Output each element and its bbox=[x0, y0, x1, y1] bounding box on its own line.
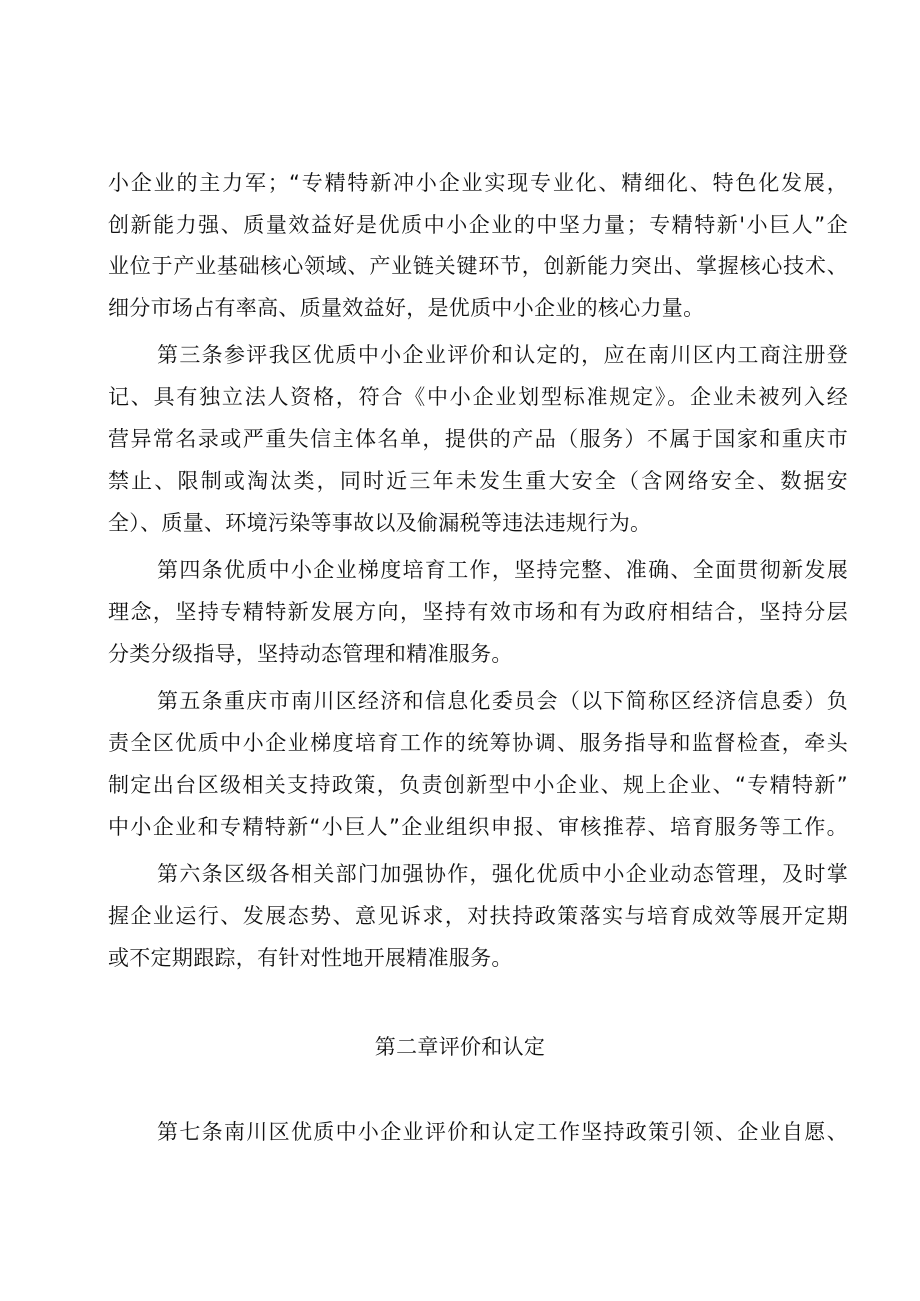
text-line: 或不定期跟踪，有针对性地开展精准服务。 bbox=[108, 946, 513, 970]
text-line: 小企业的主力军；“专精特新冲小企业实现专业化、精细化、特色化发展， bbox=[108, 171, 848, 195]
chapter-heading: 第二章评价和认定 bbox=[374, 1035, 546, 1059]
text-line: 业位于产业基础核心领域、产业链关键环节，创新能力突出、掌握核心技术、 bbox=[108, 254, 848, 278]
article-7-first-line: 第七条南川区优质中小企业评价和认定工作坚持政策引领、企业自愿、 bbox=[157, 1120, 848, 1144]
text-line: 中小企业和专精特新“小巨人”企业组织申报、审核推荐、培育服务等工作。 bbox=[108, 815, 848, 839]
text-line: 制定出台区级相关支持政策，负责创新型中小企业、规上企业、“专精特新” bbox=[108, 773, 848, 797]
text-line: 全）、质量、环境污染等事故以及偷漏税等违法违规行为。 bbox=[108, 511, 652, 535]
text-line: 记、具有独立法人资格，符合《中小企业划型标准规定》。企业未被列入经 bbox=[108, 385, 848, 409]
text-line: 分类分级指导，坚持动态管理和精准服务。 bbox=[108, 642, 513, 666]
text-line: 第三条参评我区优质中小企业评价和认定的，应在南川区内工商注册登 bbox=[157, 343, 848, 367]
text-line: 创新能力强、质量效益好是优质中小企业的中坚力量；专精特新'小巨人”企 bbox=[108, 213, 848, 237]
text-line: 禁止、限制或淘汰类，同时近三年未发生重大安全（含网络安全、数据安 bbox=[108, 469, 848, 493]
text-line: 责全区优质中小企业梯度培育工作的统筹协调、服务指导和监督检查，牵头 bbox=[108, 731, 848, 755]
text-line: 第五条重庆市南川区经济和信息化委员会（以下简称区经济信息委）负 bbox=[157, 689, 848, 713]
text-line: 第四条优质中小企业梯度培育工作，坚持完整、准确、全面贯彻新发展 bbox=[157, 558, 848, 582]
text-line: 理念，坚持专精特新发展方向，坚持有效市场和有为政府相结合，坚持分层 bbox=[108, 600, 848, 624]
text-line: 握企业运行、发展态势、意见诉求，对扶持政策落实与培育成效等展开定期 bbox=[108, 904, 848, 928]
text-line: 营异常名录或严重失信主体名单，提供的产品（服务）不属于国家和重庆市 bbox=[108, 427, 848, 451]
text-line: 细分市场占有率高、质量效益好，是优质中小企业的核心力量。 bbox=[108, 296, 705, 320]
text-line: 第六条区级各相关部门加强协作，强化优质中小企业动态管理，及时掌 bbox=[157, 862, 848, 886]
